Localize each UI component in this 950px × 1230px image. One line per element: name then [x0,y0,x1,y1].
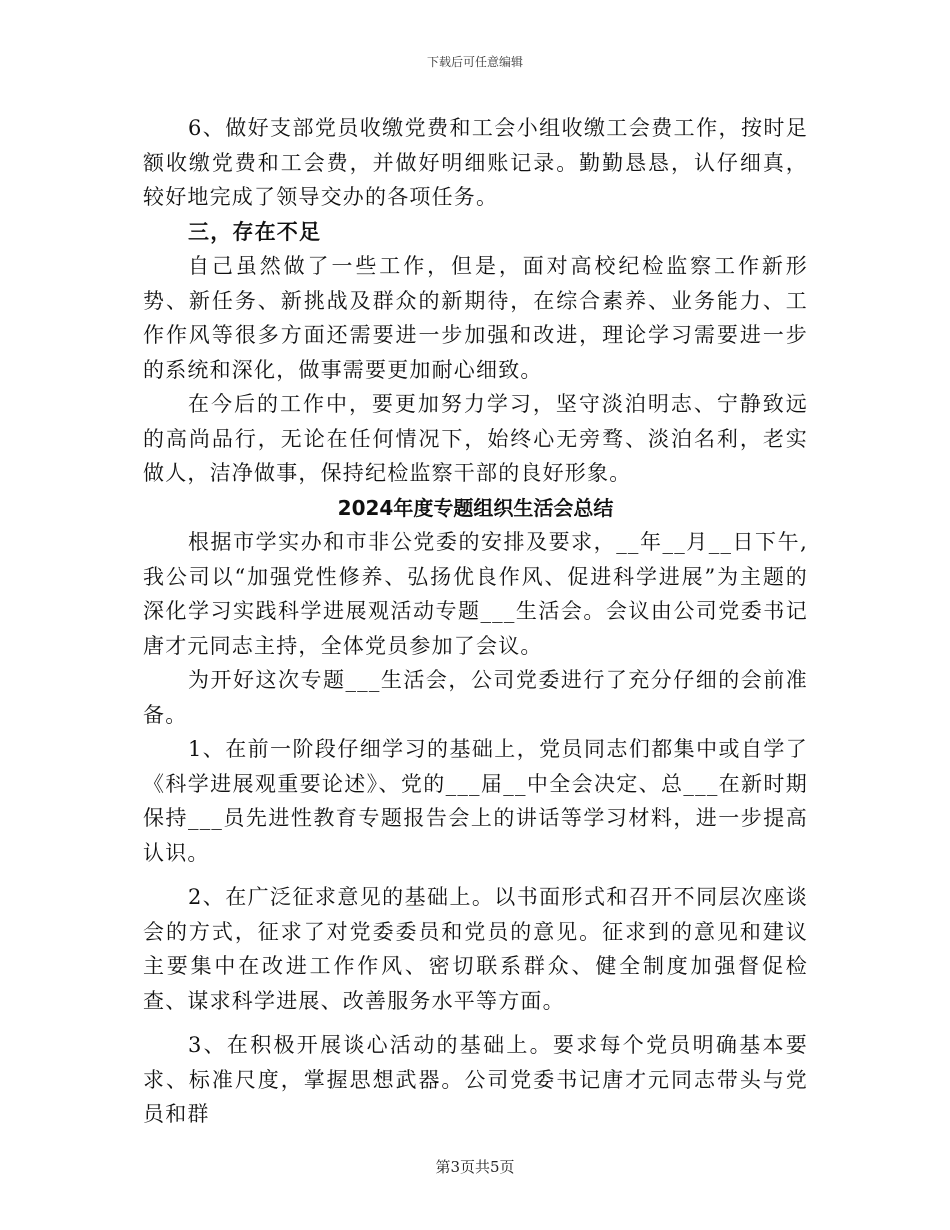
page-number: 第3页共5页 [435,1158,515,1176]
paragraph-item-1: 1、在前一阶段仔细学习的基础上，党员同志们都集中或自学了《科学进展观重要论述》、党的___届__中全会决定、总___在新时期保持___员先进性教育专题报告会上的讲话等学习材料，进一步提高认识。 [143,737,808,865]
paragraph-preparation: 为开好这次专题___生活会，公司党委进行了充分仔细的会前准备。 [143,668,808,727]
section-heading-shortcomings: 三，存在不足 [188,219,322,244]
paragraph-shortcomings: 自己虽然做了一些工作，但是，面对高校纪检监察工作新形势、新任务、新挑战及群众的新期待，在综合素养、业务能力、工作作风等很多方面还需要进一步加强和改进，理论学习需要进一步的系统和深化，做事需要更加耐心细致。 [143,254,808,382]
page-header: 下载后可任意编辑 [426,55,523,69]
paragraph-future-work: 在今后的工作中，要更加努力学习，坚守淡泊明志、宁静致远的高尚品行，无论在任何情况下，始终心无旁骛、淡泊名利，老实做人，洁净做事，保持纪检监察干部的良好形象。 [143,392,808,485]
document-body [143,111,808,1132]
paragraph-item-2: 2、在广泛征求意见的基础上。以书面形式和召开不同层次座谈会的方式，征求了对党委委员和党员的意见。征求到的意见和建议主要集中在改进工作作风、密切联系群众、健全制度加强督促检查、谋求科学进展、改善服务水平等方面。 [143,885,808,1013]
paragraph-item-6: 6、做好支部党员收缴党费和工会小组收缴工会费工作，按时足额收缴党费和工会费，并做好明细账记录。勤勤恳恳，认仔细真，较好地完成了领导交办的各项任务。 [143,116,808,209]
document-title: 2024年度专题组织生活会总结 [337,495,614,520]
paragraph-intro: 根据市学实办和市非公党委的安排及要求，__年__月__日下午,我公司以“加强党性修养、弘扬优良作风、促进科学进展”为主题的深化学习实践科学进展观活动专题___生活会。会议由公司党委书记唐才元同志主持，全体党员参加了会议。 [143,530,808,658]
paragraph-item-3: 3、在积极开展谈心活动的基础上。要求每个党员明确基本要求、标准尺度，掌握思想武器。公司党委书记唐才元同志带头与党员和群 [143,1033,808,1126]
